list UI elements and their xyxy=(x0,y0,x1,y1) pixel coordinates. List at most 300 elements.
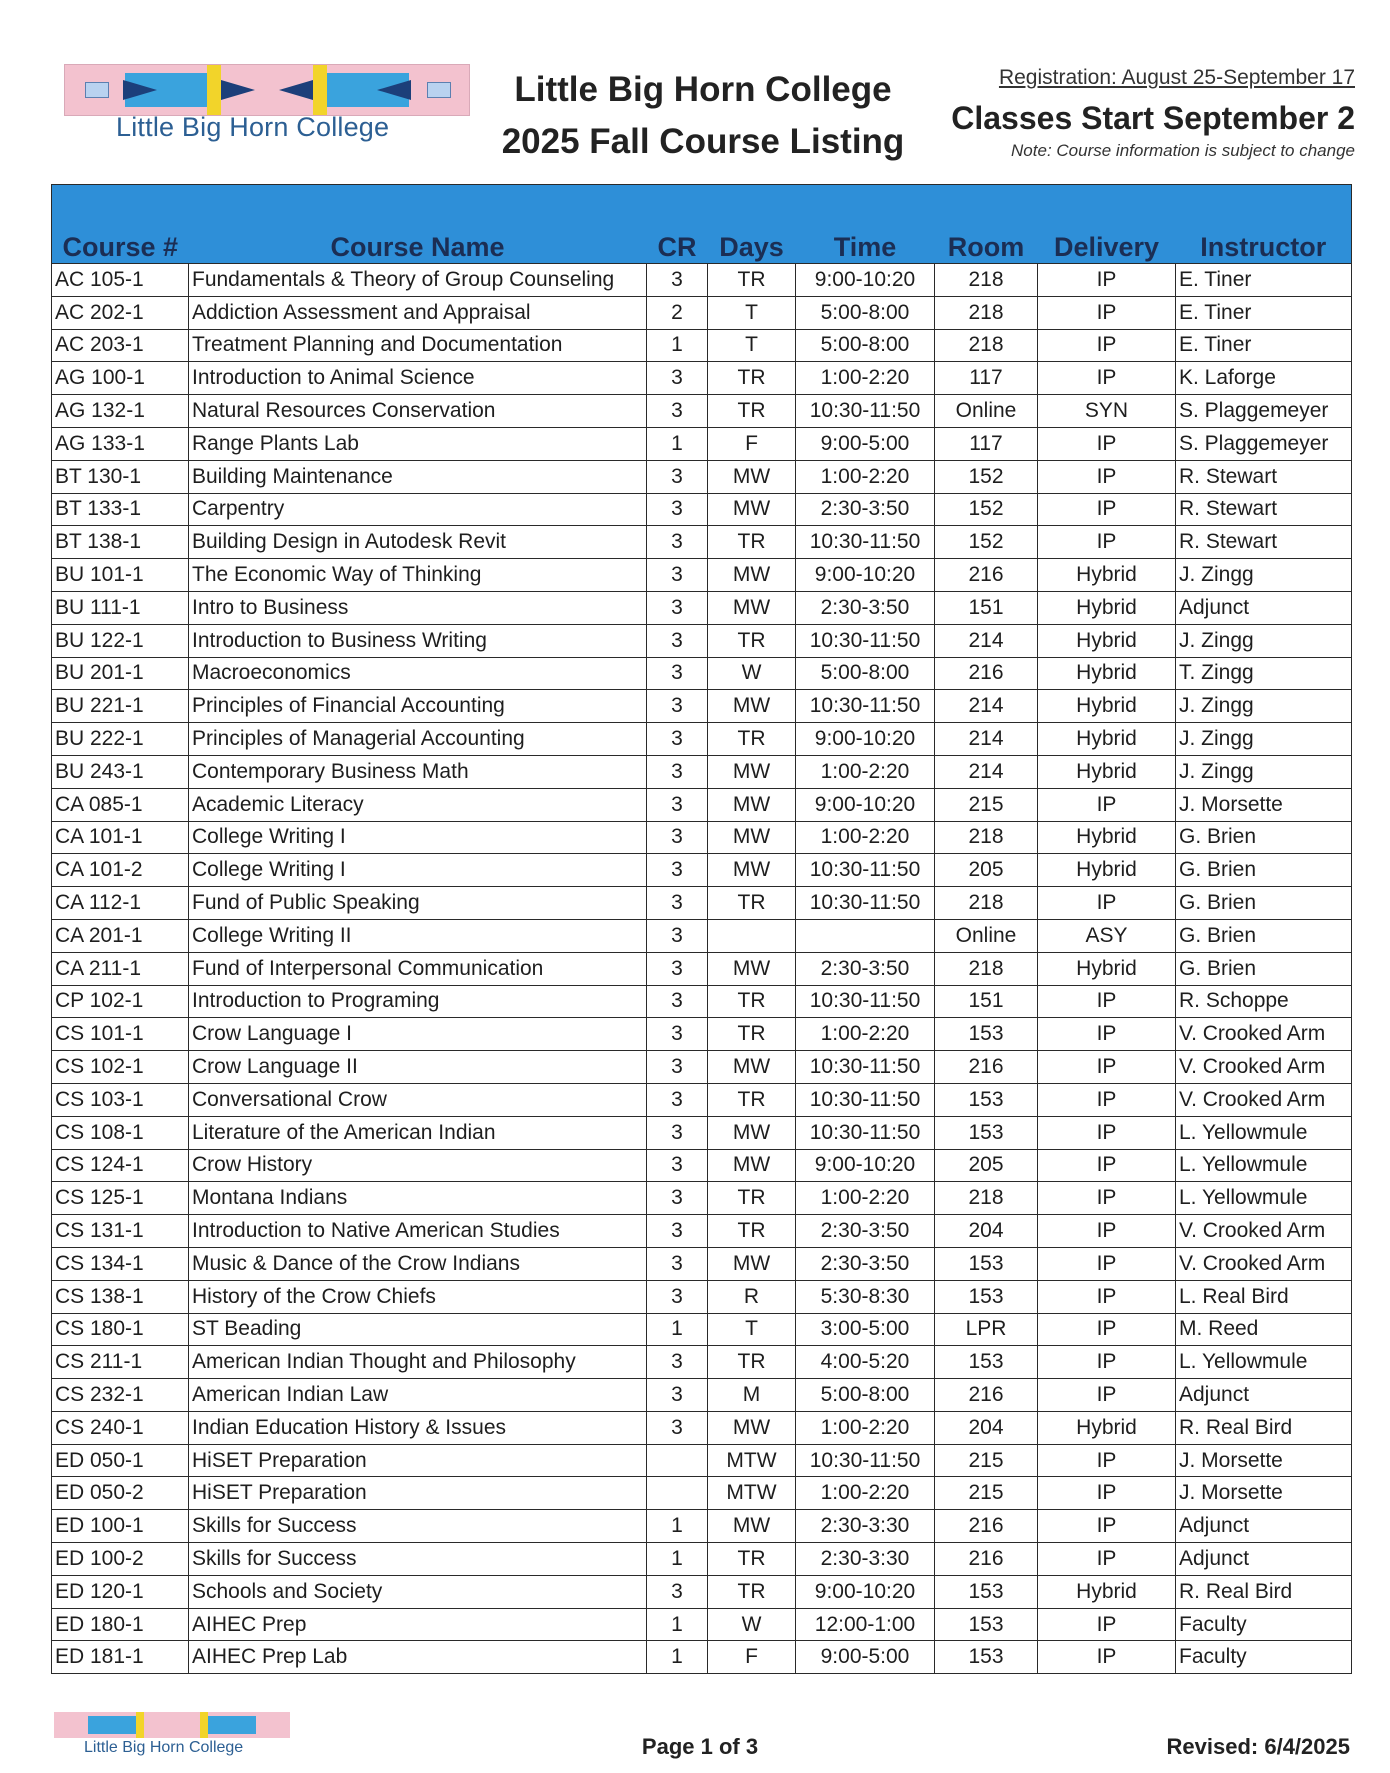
days-cell: TR xyxy=(708,1018,796,1051)
title-listing: 2025 Fall Course Listing xyxy=(501,122,905,161)
credits-cell: 3 xyxy=(647,887,708,920)
room-cell: 215 xyxy=(935,788,1038,821)
room-cell: 214 xyxy=(935,624,1038,657)
course-name-cell: Crow Language II xyxy=(189,1051,647,1084)
col-header: Delivery xyxy=(1038,185,1176,264)
time-cell: 1:00-2:20 xyxy=(796,460,935,493)
table-row xyxy=(52,460,1352,493)
delivery-cell: Hybrid xyxy=(1038,591,1176,624)
days-cell: MW xyxy=(708,854,796,887)
table-row xyxy=(52,1313,1352,1346)
instructor-cell: L. Real Bird xyxy=(1176,1280,1352,1313)
delivery-cell: IP xyxy=(1038,264,1176,297)
course-number-cell: BT 133-1 xyxy=(52,493,189,526)
course-number-cell: CA 101-2 xyxy=(52,854,189,887)
delivery-cell: IP xyxy=(1038,460,1176,493)
table-row xyxy=(52,1215,1352,1248)
time-cell: 2:30-3:50 xyxy=(796,1215,935,1248)
course-name-cell: Addiction Assessment and Appraisal xyxy=(189,296,647,329)
instructor-cell: E. Tiner xyxy=(1176,296,1352,329)
days-cell: MW xyxy=(708,755,796,788)
instructor-cell: J. Zingg xyxy=(1176,624,1352,657)
delivery-cell: IP xyxy=(1038,1280,1176,1313)
course-name-cell: Skills for Success xyxy=(189,1543,647,1576)
time-cell: 10:30-11:50 xyxy=(796,1051,935,1084)
room-cell: 153 xyxy=(935,1575,1038,1608)
time-cell xyxy=(796,919,935,952)
table-row xyxy=(52,755,1352,788)
room-cell: 117 xyxy=(935,427,1038,460)
instructor-cell: G. Brien xyxy=(1176,952,1352,985)
room-cell: 216 xyxy=(935,1379,1038,1412)
time-cell: 12:00-1:00 xyxy=(796,1608,935,1641)
course-number-cell: CP 102-1 xyxy=(52,985,189,1018)
delivery-cell: IP xyxy=(1038,1641,1176,1674)
table-row xyxy=(52,1641,1352,1674)
delivery-cell: IP xyxy=(1038,329,1176,362)
course-name-cell: Fundamentals & Theory of Group Counseling xyxy=(189,264,647,297)
instructor-cell: J. Zingg xyxy=(1176,723,1352,756)
days-cell: T xyxy=(708,296,796,329)
table-header-row xyxy=(52,185,1352,264)
time-cell: 10:30-11:50 xyxy=(796,854,935,887)
instructor-cell: G. Brien xyxy=(1176,821,1352,854)
days-cell: MTW xyxy=(708,1477,796,1510)
credits-cell: 3 xyxy=(647,1083,708,1116)
instructor-cell: L. Yellowmule xyxy=(1176,1346,1352,1379)
room-cell: 218 xyxy=(935,1182,1038,1215)
room-cell: 218 xyxy=(935,952,1038,985)
instructor-cell: L. Yellowmule xyxy=(1176,1182,1352,1215)
days-cell: MW xyxy=(708,821,796,854)
table-row xyxy=(52,657,1352,690)
days-cell: T xyxy=(708,1313,796,1346)
instructor-cell: J. Morsette xyxy=(1176,1444,1352,1477)
course-name-cell: Carpentry xyxy=(189,493,647,526)
college-logo xyxy=(64,64,468,158)
days-cell: W xyxy=(708,1608,796,1641)
credits-cell: 3 xyxy=(647,1149,708,1182)
delivery-cell: IP xyxy=(1038,1247,1176,1280)
instructor-cell: R. Real Bird xyxy=(1176,1411,1352,1444)
time-cell: 5:30-8:30 xyxy=(796,1280,935,1313)
room-cell: 214 xyxy=(935,690,1038,723)
credits-cell: 3 xyxy=(647,1346,708,1379)
table-row xyxy=(52,264,1352,297)
course-number-cell: CS 211-1 xyxy=(52,1346,189,1379)
course-name-cell: AIHEC Prep xyxy=(189,1608,647,1641)
days-cell: MW xyxy=(708,559,796,592)
room-cell: 151 xyxy=(935,985,1038,1018)
instructor-cell: G. Brien xyxy=(1176,919,1352,952)
credits-cell: 3 xyxy=(647,362,708,395)
table-row xyxy=(52,1116,1352,1149)
course-number-cell: CS 134-1 xyxy=(52,1247,189,1280)
course-name-cell: Natural Resources Conservation xyxy=(189,395,647,428)
course-number-cell: CA 101-1 xyxy=(52,821,189,854)
table-row xyxy=(52,1051,1352,1084)
table-row xyxy=(52,1444,1352,1477)
table-row xyxy=(52,559,1352,592)
course-number-cell: CS 124-1 xyxy=(52,1149,189,1182)
time-cell: 9:00-10:20 xyxy=(796,1149,935,1182)
table-row xyxy=(52,821,1352,854)
credits-cell: 3 xyxy=(647,1379,708,1412)
delivery-cell: IP xyxy=(1038,1477,1176,1510)
credits-cell: 3 xyxy=(647,755,708,788)
room-cell: 218 xyxy=(935,329,1038,362)
time-cell: 2:30-3:50 xyxy=(796,1247,935,1280)
col-header: Course # xyxy=(52,185,189,264)
delivery-cell: IP xyxy=(1038,1608,1176,1641)
delivery-cell: Hybrid xyxy=(1038,1575,1176,1608)
course-name-cell: Literature of the American Indian xyxy=(189,1116,647,1149)
credits-cell: 3 xyxy=(647,395,708,428)
days-cell: TR xyxy=(708,1346,796,1379)
time-cell: 5:00-8:00 xyxy=(796,329,935,362)
footer-logo xyxy=(54,1712,290,1758)
delivery-cell: IP xyxy=(1038,1510,1176,1543)
days-cell: TR xyxy=(708,1543,796,1576)
course-name-cell: Skills for Success xyxy=(189,1510,647,1543)
credits-cell: 2 xyxy=(647,296,708,329)
course-number-cell: CS 101-1 xyxy=(52,1018,189,1051)
table-row xyxy=(52,329,1352,362)
delivery-cell: Hybrid xyxy=(1038,952,1176,985)
days-cell: MTW xyxy=(708,1444,796,1477)
credits-cell: 3 xyxy=(647,460,708,493)
credits-cell: 3 xyxy=(647,854,708,887)
room-cell: 216 xyxy=(935,559,1038,592)
days-cell: T xyxy=(708,329,796,362)
days-cell: TR xyxy=(708,1215,796,1248)
days-cell: F xyxy=(708,427,796,460)
table-row xyxy=(52,362,1352,395)
instructor-cell: J. Morsette xyxy=(1176,1477,1352,1510)
delivery-cell: Hybrid xyxy=(1038,1411,1176,1444)
credits-cell: 1 xyxy=(647,329,708,362)
table-row xyxy=(52,788,1352,821)
time-cell: 9:00-10:20 xyxy=(796,559,935,592)
instructor-cell: R. Stewart xyxy=(1176,460,1352,493)
instructor-cell: T. Zingg xyxy=(1176,657,1352,690)
time-cell: 10:30-11:50 xyxy=(796,1083,935,1116)
table-row xyxy=(52,1411,1352,1444)
table-row xyxy=(52,1510,1352,1543)
days-cell xyxy=(708,919,796,952)
credits-cell: 3 xyxy=(647,1182,708,1215)
credits-cell: 1 xyxy=(647,1313,708,1346)
room-cell: LPR xyxy=(935,1313,1038,1346)
room-cell: 215 xyxy=(935,1444,1038,1477)
delivery-cell: Hybrid xyxy=(1038,755,1176,788)
course-name-cell: American Indian Law xyxy=(189,1379,647,1412)
credits-cell: 1 xyxy=(647,1510,708,1543)
room-cell: 153 xyxy=(935,1083,1038,1116)
course-name-cell: Macroeconomics xyxy=(189,657,647,690)
credits-cell xyxy=(647,1477,708,1510)
delivery-cell: IP xyxy=(1038,526,1176,559)
course-number-cell: CA 085-1 xyxy=(52,788,189,821)
course-name-cell: Introduction to Business Writing xyxy=(189,624,647,657)
days-cell: M xyxy=(708,1379,796,1412)
room-cell: 214 xyxy=(935,723,1038,756)
course-name-cell: College Writing I xyxy=(189,854,647,887)
time-cell: 1:00-2:20 xyxy=(796,1477,935,1510)
course-number-cell: AC 105-1 xyxy=(52,264,189,297)
delivery-cell: IP xyxy=(1038,493,1176,526)
course-number-cell: ED 050-1 xyxy=(52,1444,189,1477)
credits-cell: 1 xyxy=(647,1608,708,1641)
room-cell: 218 xyxy=(935,821,1038,854)
course-number-cell: ED 050-2 xyxy=(52,1477,189,1510)
logo-text: Little Big Horn College xyxy=(116,112,390,142)
col-header: Instructor xyxy=(1176,185,1352,264)
revised-date: Revised: 6/4/2025 xyxy=(1166,1734,1350,1759)
delivery-cell: IP xyxy=(1038,1379,1176,1412)
room-cell: 151 xyxy=(935,591,1038,624)
course-name-cell: Academic Literacy xyxy=(189,788,647,821)
instructor-cell: L. Yellowmule xyxy=(1176,1149,1352,1182)
time-cell: 2:30-3:50 xyxy=(796,493,935,526)
course-number-cell: BT 130-1 xyxy=(52,460,189,493)
credits-cell: 3 xyxy=(647,985,708,1018)
time-cell: 10:30-11:50 xyxy=(796,985,935,1018)
delivery-cell: IP xyxy=(1038,427,1176,460)
logo-band xyxy=(64,64,470,116)
course-number-cell: CS 102-1 xyxy=(52,1051,189,1084)
table-row xyxy=(52,1379,1352,1412)
registration-info xyxy=(930,64,1355,162)
instructor-cell: V. Crooked Arm xyxy=(1176,1051,1352,1084)
days-cell: TR xyxy=(708,723,796,756)
delivery-cell: IP xyxy=(1038,1083,1176,1116)
room-cell: 204 xyxy=(935,1411,1038,1444)
days-cell: TR xyxy=(708,264,796,297)
course-name-cell: College Writing I xyxy=(189,821,647,854)
course-number-cell: ED 100-1 xyxy=(52,1510,189,1543)
days-cell: MW xyxy=(708,788,796,821)
course-number-cell: AG 132-1 xyxy=(52,395,189,428)
delivery-cell: Hybrid xyxy=(1038,723,1176,756)
instructor-cell: R. Stewart xyxy=(1176,526,1352,559)
course-number-cell: AG 100-1 xyxy=(52,362,189,395)
room-cell: 204 xyxy=(935,1215,1038,1248)
course-name-cell: HiSET Preparation xyxy=(189,1477,647,1510)
table-row xyxy=(52,1346,1352,1379)
footer-logo-text: Little Big Horn College xyxy=(84,1739,244,1756)
time-cell: 10:30-11:50 xyxy=(796,526,935,559)
instructor-cell: J. Zingg xyxy=(1176,755,1352,788)
instructor-cell: V. Crooked Arm xyxy=(1176,1215,1352,1248)
registration-dates: Registration: August 25-September 17 xyxy=(998,66,1355,89)
days-cell: MW xyxy=(708,591,796,624)
table-row xyxy=(52,952,1352,985)
credits-cell: 3 xyxy=(647,624,708,657)
table-row xyxy=(52,526,1352,559)
instructor-cell: E. Tiner xyxy=(1176,329,1352,362)
delivery-cell: IP xyxy=(1038,1444,1176,1477)
time-cell: 1:00-2:20 xyxy=(796,755,935,788)
instructor-cell: R. Real Bird xyxy=(1176,1575,1352,1608)
time-cell: 1:00-2:20 xyxy=(796,1018,935,1051)
table-row xyxy=(52,1149,1352,1182)
credits-cell: 3 xyxy=(647,1051,708,1084)
course-name-cell: Contemporary Business Math xyxy=(189,755,647,788)
course-number-cell: CS 180-1 xyxy=(52,1313,189,1346)
instructor-cell: G. Brien xyxy=(1176,854,1352,887)
instructor-cell: S. Plaggemeyer xyxy=(1176,427,1352,460)
room-cell: 153 xyxy=(935,1116,1038,1149)
credits-cell: 3 xyxy=(647,1116,708,1149)
course-number-cell: CS 103-1 xyxy=(52,1083,189,1116)
table-row xyxy=(52,1608,1352,1641)
course-number-cell: CS 108-1 xyxy=(52,1116,189,1149)
credits-cell: 1 xyxy=(647,427,708,460)
credits-cell: 3 xyxy=(647,1280,708,1313)
days-cell: MW xyxy=(708,460,796,493)
days-cell: TR xyxy=(708,1083,796,1116)
table-row xyxy=(52,493,1352,526)
room-cell: 153 xyxy=(935,1608,1038,1641)
delivery-cell: IP xyxy=(1038,1543,1176,1576)
instructor-cell: V. Crooked Arm xyxy=(1176,1083,1352,1116)
course-number-cell: BT 138-1 xyxy=(52,526,189,559)
room-cell: 215 xyxy=(935,1477,1038,1510)
table-row xyxy=(52,1083,1352,1116)
course-name-cell: Building Design in Autodesk Revit xyxy=(189,526,647,559)
time-cell: 1:00-2:20 xyxy=(796,1182,935,1215)
course-number-cell: CS 125-1 xyxy=(52,1182,189,1215)
course-name-cell: Intro to Business xyxy=(189,591,647,624)
credits-cell: 3 xyxy=(647,1575,708,1608)
course-name-cell: College Writing II xyxy=(189,919,647,952)
page-title xyxy=(498,64,908,168)
time-cell: 2:30-3:50 xyxy=(796,591,935,624)
course-name-cell: Fund of Public Speaking xyxy=(189,887,647,920)
course-name-cell: Treatment Planning and Documentation xyxy=(189,329,647,362)
room-cell: 117 xyxy=(935,362,1038,395)
table-row xyxy=(52,854,1352,887)
time-cell: 5:00-8:00 xyxy=(796,657,935,690)
footer-logo-band xyxy=(54,1712,290,1738)
credits-cell: 3 xyxy=(647,264,708,297)
course-name-cell: Crow Language I xyxy=(189,1018,647,1051)
course-number-cell: BU 222-1 xyxy=(52,723,189,756)
instructor-cell: Adjunct xyxy=(1176,1510,1352,1543)
room-cell: 214 xyxy=(935,755,1038,788)
credits-cell: 3 xyxy=(647,559,708,592)
delivery-cell: IP xyxy=(1038,362,1176,395)
col-header: Course Name xyxy=(189,185,647,264)
course-name-cell: Montana Indians xyxy=(189,1182,647,1215)
room-cell: 218 xyxy=(935,887,1038,920)
table-row xyxy=(52,624,1352,657)
room-cell: 153 xyxy=(935,1346,1038,1379)
delivery-cell: IP xyxy=(1038,1116,1176,1149)
time-cell: 10:30-11:50 xyxy=(796,1116,935,1149)
days-cell: TR xyxy=(708,624,796,657)
table-row xyxy=(52,985,1352,1018)
days-cell: MW xyxy=(708,952,796,985)
course-number-cell: CA 201-1 xyxy=(52,919,189,952)
instructor-cell: R. Stewart xyxy=(1176,493,1352,526)
days-cell: TR xyxy=(708,395,796,428)
delivery-cell: Hybrid xyxy=(1038,559,1176,592)
table-row xyxy=(52,1182,1352,1215)
course-name-cell: Introduction to Native American Studies xyxy=(189,1215,647,1248)
room-cell: 153 xyxy=(935,1280,1038,1313)
instructor-cell: J. Morsette xyxy=(1176,788,1352,821)
time-cell: 10:30-11:50 xyxy=(796,624,935,657)
course-number-cell: ED 181-1 xyxy=(52,1641,189,1674)
days-cell: TR xyxy=(708,1575,796,1608)
room-cell: 216 xyxy=(935,1051,1038,1084)
room-cell: 205 xyxy=(935,854,1038,887)
instructor-cell: Faculty xyxy=(1176,1608,1352,1641)
col-header: CR xyxy=(647,185,708,264)
time-cell: 2:30-3:30 xyxy=(796,1510,935,1543)
course-number-cell: BU 221-1 xyxy=(52,690,189,723)
delivery-cell: Hybrid xyxy=(1038,657,1176,690)
course-name-cell: Crow History xyxy=(189,1149,647,1182)
days-cell: MW xyxy=(708,1116,796,1149)
room-cell: 152 xyxy=(935,460,1038,493)
instructor-cell: J. Zingg xyxy=(1176,559,1352,592)
delivery-cell: IP xyxy=(1038,788,1176,821)
course-number-cell: BU 101-1 xyxy=(52,559,189,592)
table-row xyxy=(52,1280,1352,1313)
course-name-cell: Indian Education History & Issues xyxy=(189,1411,647,1444)
table-row xyxy=(52,1247,1352,1280)
course-name-cell: Introduction to Programing xyxy=(189,985,647,1018)
credits-cell: 3 xyxy=(647,952,708,985)
course-number-cell: CS 240-1 xyxy=(52,1411,189,1444)
delivery-cell: IP xyxy=(1038,1313,1176,1346)
table-row xyxy=(52,1543,1352,1576)
time-cell: 1:00-2:20 xyxy=(796,1411,935,1444)
credits-cell: 1 xyxy=(647,1641,708,1674)
course-number-cell: AC 202-1 xyxy=(52,296,189,329)
credits-cell: 3 xyxy=(647,723,708,756)
table-row xyxy=(52,1575,1352,1608)
title-college: Little Big Horn College xyxy=(514,70,892,109)
instructor-cell: V. Crooked Arm xyxy=(1176,1018,1352,1051)
course-name-cell: Music & Dance of the Crow Indians xyxy=(189,1247,647,1280)
course-number-cell: ED 180-1 xyxy=(52,1608,189,1641)
delivery-cell: SYN xyxy=(1038,395,1176,428)
course-name-cell: Building Maintenance xyxy=(189,460,647,493)
course-table-body xyxy=(52,264,1352,1674)
course-name-cell: AIHEC Prep Lab xyxy=(189,1641,647,1674)
credits-cell: 3 xyxy=(647,690,708,723)
time-cell: 2:30-3:30 xyxy=(796,1543,935,1576)
delivery-cell: IP xyxy=(1038,296,1176,329)
delivery-cell: IP xyxy=(1038,1182,1176,1215)
credits-cell: 3 xyxy=(647,526,708,559)
time-cell: 1:00-2:20 xyxy=(796,821,935,854)
table-row xyxy=(52,887,1352,920)
course-number-cell: ED 120-1 xyxy=(52,1575,189,1608)
credits-cell: 3 xyxy=(647,493,708,526)
time-cell: 4:00-5:20 xyxy=(796,1346,935,1379)
room-cell: 153 xyxy=(935,1247,1038,1280)
page-number: Page 1 of 3 xyxy=(641,1734,759,1759)
course-name-cell: Introduction to Animal Science xyxy=(189,362,647,395)
delivery-cell: Hybrid xyxy=(1038,624,1176,657)
instructor-cell: S. Plaggemeyer xyxy=(1176,395,1352,428)
col-header: Room xyxy=(935,185,1038,264)
